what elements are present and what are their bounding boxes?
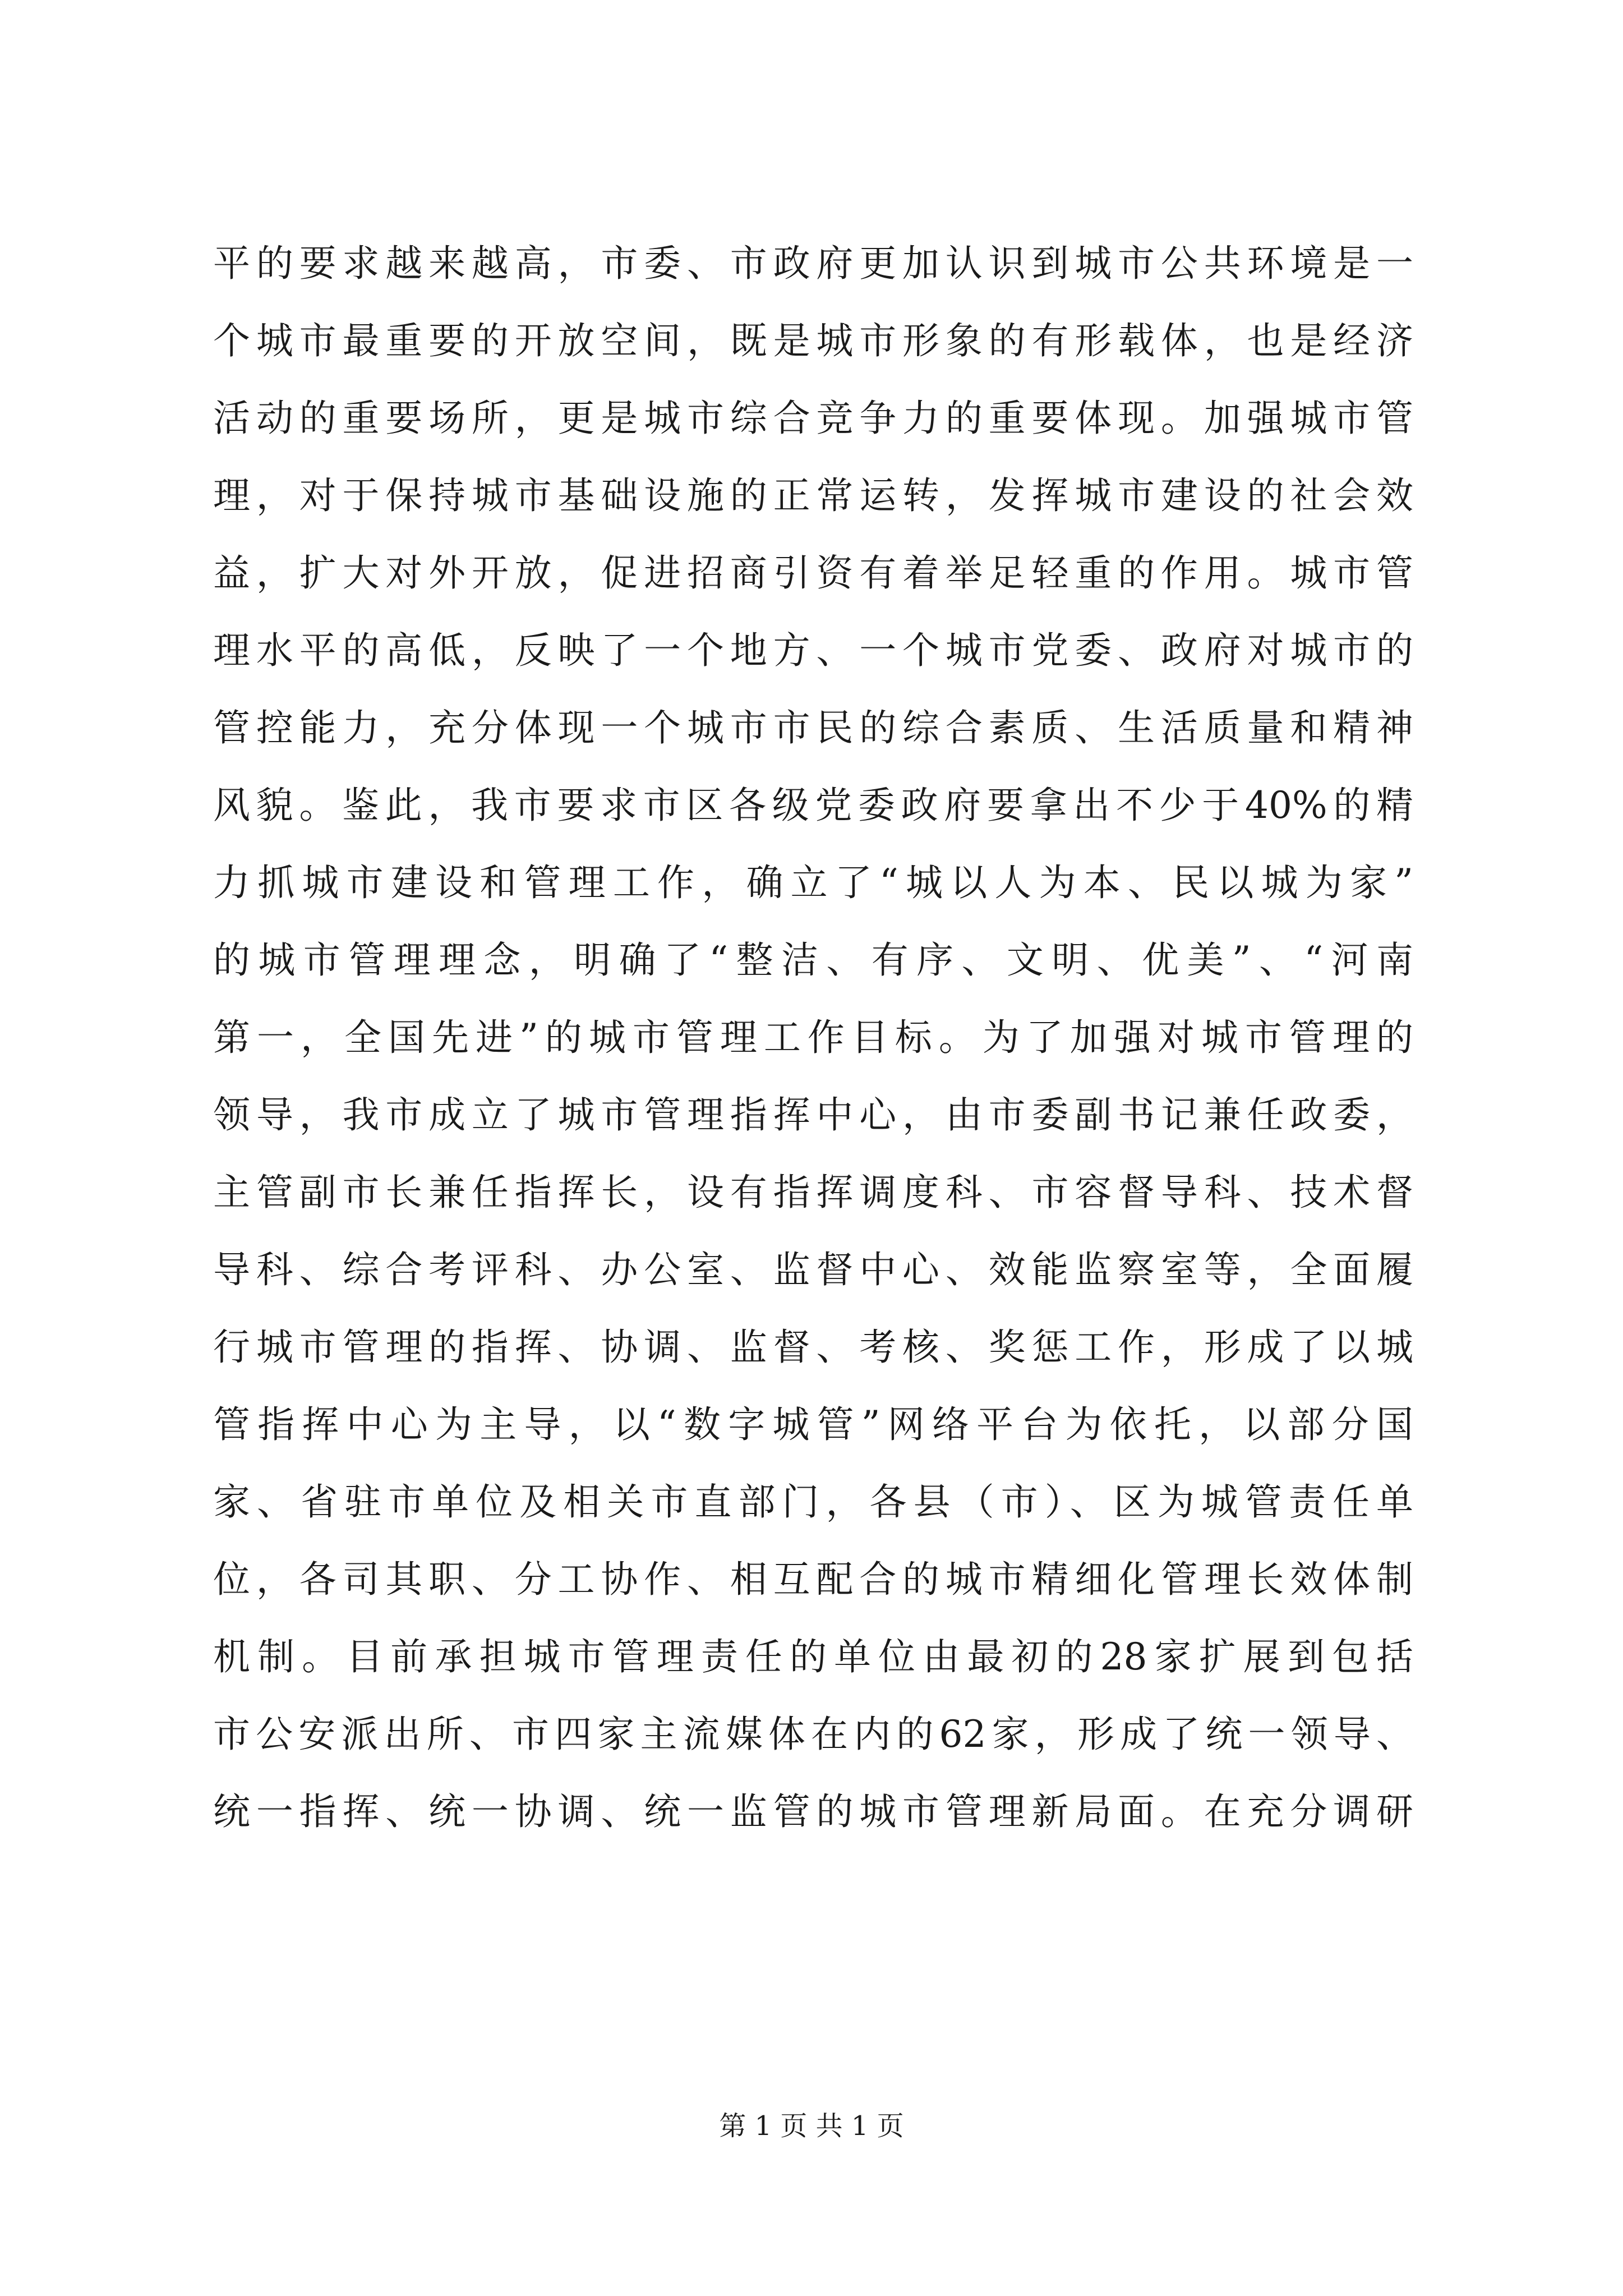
text-line: 家、省驻市单位及相关市直部门，各县（市）、区为城管责任单 xyxy=(213,1480,1413,1524)
text-line: 理，对于保持城市基础设施的正常运转，发挥城市建设的社会效 xyxy=(213,474,1413,517)
text-line: 第一，全国先进”的城市管理工作目标。为了加强对城市管理的 xyxy=(213,1016,1413,1059)
text-line: 领导，我市成立了城市管理指挥中心，由市委副书记兼任政委， xyxy=(213,1093,1413,1137)
text-line: 机制。目前承担城市管理责任的单位由最初的28家扩展到包括 xyxy=(213,1635,1413,1678)
text-line: 主管副市长兼任指挥长，设有指挥调度科、市容督导科、技术督 xyxy=(213,1171,1413,1214)
text-line: 风貌。鉴此，我市要求市区各级党委政府要拿出不少于40%的精 xyxy=(213,784,1413,827)
page-number: 第 1 页 共 1 页 xyxy=(719,2110,904,2142)
text-line: 个城市最重要的开放空间，既是城市形象的有形载体，也是经济 xyxy=(213,319,1413,362)
text-line: 的城市管理理念，明确了“整洁、有序、文明、优美”、“河南 xyxy=(213,938,1413,982)
text-line: 平的要求越来越高，市委、市政府更加认识到城市公共环境是一 xyxy=(213,242,1413,285)
text-line: 导科、综合考评科、办公室、监督中心、效能监察室等，全面履 xyxy=(213,1248,1413,1291)
text-line: 管控能力，充分体现一个城市市民的综合素质、生活质量和精神 xyxy=(213,706,1413,749)
text-line: 理水平的高低，反映了一个地方、一个城市党委、政府对城市的 xyxy=(213,629,1413,672)
text-line: 位，各司其职、分工协作、相互配合的城市精细化管理长效体制 xyxy=(213,1558,1413,1601)
text-line: 行城市管理的指挥、协调、监督、考核、奖惩工作，形成了以城 xyxy=(213,1326,1413,1369)
text-line: 统一指挥、统一协调、统一监管的城市管理新局面。在充分调研 xyxy=(213,1790,1413,1833)
text-line: 益，扩大对外开放，促进招商引资有着举足轻重的作用。城市管 xyxy=(213,551,1413,595)
text-line: 市公安派出所、市四家主流媒体在内的62家，形成了统一领导、 xyxy=(213,1713,1413,1756)
page-footer xyxy=(0,2104,1623,2148)
text-line: 活动的重要场所，更是城市综合竞争力的重要体现。加强城市管 xyxy=(213,397,1413,440)
text-line: 力抓城市建设和管理工作，确立了“城以人为本、民以城为家” xyxy=(213,861,1413,904)
text-line: 管指挥中心为主导，以“数字城管”网络平台为依托，以部分国 xyxy=(213,1403,1413,1446)
